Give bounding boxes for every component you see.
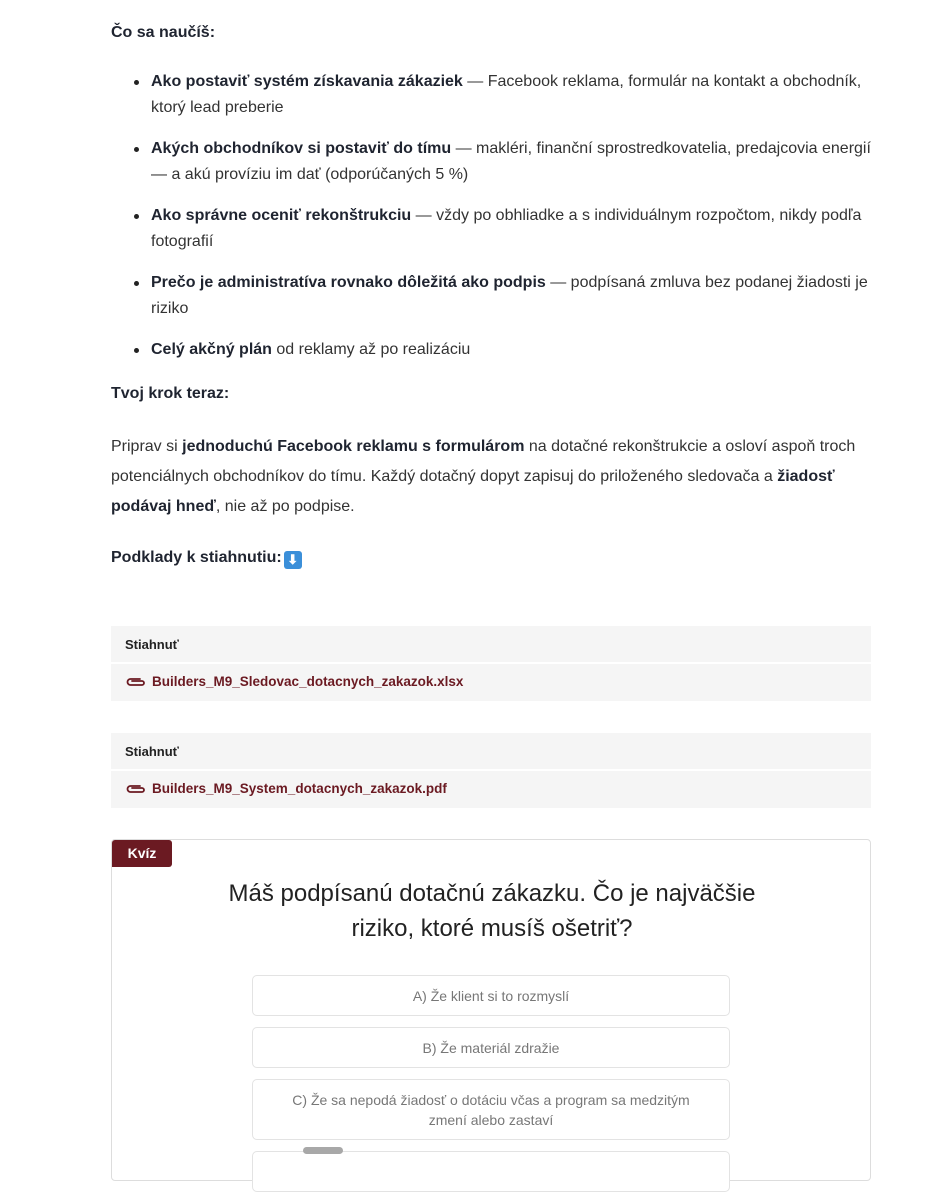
list-item-bold: Celý akčný plán — [151, 341, 272, 358]
list-item-text: — makléri, finanční sprostredkovatelia, predajcovia energií — a akú províziu im dať (odporúčaných 5 %) — [151, 140, 871, 183]
step-bold-2: žiadosť podávaj hneď — [111, 468, 835, 515]
list-item — [111, 203, 871, 255]
list-item — [111, 69, 871, 121]
step-bold-1: jednoduchú Facebook reklamu s formulárom — [182, 438, 525, 455]
scroll-handle[interactable] — [303, 1147, 343, 1154]
quiz-option-c[interactable] — [252, 1079, 730, 1140]
quiz-badge: Kvíz — [112, 840, 172, 867]
step-text-3: , nie až po podpise. — [215, 498, 355, 515]
list-item — [111, 136, 871, 188]
quiz-option-label: B) Že materiál zdražie — [422, 1039, 560, 1056]
list-item-bold: Ako správne oceniť rekonštrukciu — [151, 207, 412, 224]
download-file-name: Builders_M9_Sledovac_dotacnych_zakazok.xlsx — [152, 674, 464, 689]
quiz-option-d[interactable] — [252, 1151, 730, 1192]
paperclip-icon — [125, 676, 147, 688]
step-heading: Tvoj krok teraz: — [111, 385, 230, 402]
quiz-option-label: A) Že klient si to rozmyslí — [412, 987, 570, 1004]
downloads-heading — [111, 549, 302, 569]
list-item-bold: Ako postaviť systém získavania zákaziek — [151, 73, 463, 90]
list-item — [111, 270, 871, 322]
step-paragraph — [111, 432, 871, 522]
quiz-card — [111, 839, 871, 1181]
list-item-bold: Prečo je administratíva rovnako dôležitá ako podpis — [151, 274, 546, 291]
download-box — [111, 733, 871, 808]
list-item-text: — podpísaná zmluva bez podanej žiadosti je riziko — [151, 274, 868, 317]
step-text-1: Priprav si — [111, 438, 183, 455]
list-item-text: — vždy po obhliadke a s individuálnym rozpočtom, nikdy podľa fotografií — [151, 207, 862, 250]
paperclip-icon — [125, 783, 147, 795]
downloads-heading-text: Podklady k stiahnutiu: — [111, 549, 282, 566]
quiz-option-label: C) Že sa nepodá žiadosť o dotáciu včas a program sa medzitým zmení alebo zastaví — [292, 1091, 690, 1128]
download-label: Stiahnuť — [125, 637, 179, 652]
list-item — [111, 337, 871, 363]
download-file-link[interactable] — [125, 781, 447, 796]
divider — [111, 769, 871, 771]
download-box — [111, 626, 871, 701]
list-item-bold: Akých obchodníkov si postaviť do tímu — [151, 140, 452, 157]
list-item-text: od reklamy až po realizáciu — [271, 341, 471, 358]
quiz-option-b[interactable] — [252, 1027, 730, 1068]
step-text-2: na dotačné rekonštrukcie a osloví aspoň troch potenciálnych obchodníkov do tímu. Každý dotačný dopyt zapisuj do priloženého sledovača a — [111, 438, 856, 485]
quiz-option-a[interactable] — [252, 975, 730, 1016]
quiz-question: Máš podpísanú dotačnú zákazku. Čo je najväčšie riziko, ktoré musíš ošetriť? — [228, 880, 756, 942]
download-label: Stiahnuť — [125, 744, 179, 759]
download-file-link[interactable] — [125, 674, 463, 689]
list-item-text: — Facebook reklama, formulár na kontakt a obchodník, ktorý lead preberie — [151, 73, 862, 116]
divider — [111, 662, 871, 664]
download-file-name: Builders_M9_System_dotacnych_zakazok.pdf — [152, 781, 447, 796]
learn-list — [111, 69, 871, 378]
down-arrow-emoji-icon: ⬇ — [284, 551, 302, 569]
learn-heading: Čo sa naučíš: — [111, 24, 216, 41]
